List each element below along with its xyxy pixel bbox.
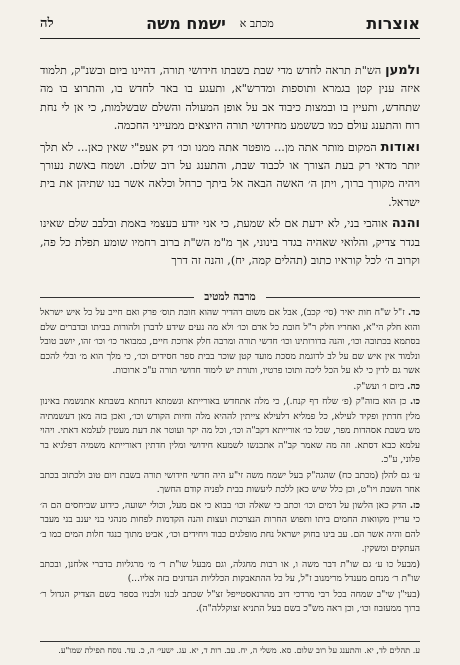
main-paragraph <box>40 215 420 270</box>
footnote-text: (מבעל כו ע׳ גם שו"ת דבר משה ו, או רבות מחגלה, וגם מבעל שו"ת ר׳ מ׳ מרגליות בדברי אלחנן, ובכתב שו"ת ר׳ מנחם מענדל מרימנוב ז"ל, על כל ההתאבקות הכלליות הנדונים בזה אליו...) <box>40 559 420 584</box>
footnote <box>40 469 420 498</box>
page-number: לה <box>40 16 54 31</box>
notes-heading: מרבה למטיב <box>204 291 256 303</box>
footnote <box>40 499 420 557</box>
footnote-label: כד. <box>408 307 420 318</box>
divider-rule <box>40 297 194 298</box>
footnote-text: ביום ו׳ ועש"ק. <box>353 381 405 392</box>
footnote-text: כן הוא בזוה"ק (פ׳ שלח דף קנח.), כי מלה אתחדש באורייתא ונשמתא דנחתא בשבתא אתנשמת באינון מלין חדתין ופקיד לעילא, כל פמליא דלעילא צייתין לההיא מלה וחיות הקודש וכו׳, ואכן בזה מאן דעשמתיה מש בשבת אסהדות מפר, שכל כו׳ אורייתא דקב"ה וכו׳, וכל מה יקר ועוטר את דעת מעטין לעלמא דאתי. ויהוי עלמא כבא דסתא. וזה מה שאמר קב"ה אתכנשו לשמעא חידושי ומלין חדתין דאורייתא משמיה דפלניא בר פלוני, ע"כ. <box>40 397 420 465</box>
footnote-text: ע׳ גם להלן (מכתב כח) שהגה"ק בעל ישמח משה זי"ע היה חדשי חידושי תורה בשבת ויום טוב ולכתוב בכתב אחר השבת ויו"ט, וכן כלל שיש כאן ללכת ליעשות בבית לפניה קודם החשך. <box>40 470 420 495</box>
footnote-label: כז. <box>409 499 420 511</box>
notes-divider <box>40 291 420 303</box>
paragraph-text: הש"ת תראה לחדש מדי שבת בשבתו חידושי תורה, דהיינו ביום ובשנ"ק, תלמוד איזה ענין קטן בגמרא ותוספות ומדרש"א, ותעגע בו באר לחדש בו, והתרוצ בו מה שתחדש, ותעיין בו ובמצות כיבוד אב על אופן המעולה והשלם שבשלמות, כי אן לי נחת רוח והתענג עולם כמו כששמע מחידושי תורה היוצאים ממעייני החכמה. <box>40 64 420 133</box>
letter-number: מכתב א <box>239 16 274 30</box>
footnote-label: כו. <box>410 396 420 407</box>
paragraph-text: אוהבי בני, לא ידעת אם לא שמעת, כי אני יודע בעצמי באמת ובלבב שלם שאינו בגדר צדיק, והלואי שאהיה בגדר בינוני, אך מ"מ הש"ת ברוב רחמיו שומע תפלת כל פה, וקרוב ה׳ לכל קוראיו כתוב (תהלים קמה, יח), והנה זה דרך <box>40 217 420 268</box>
main-paragraph <box>40 62 420 136</box>
divider-rule <box>266 297 420 298</box>
footer-rule <box>40 641 420 642</box>
paragraph-lead-word: והנה <box>391 216 421 232</box>
page-header <box>40 8 420 39</box>
footnote <box>40 395 420 468</box>
header-middle <box>146 14 274 33</box>
paragraph-text: המקום מותר אתה מן... מופטר אתה ממנו וכו׳ דק אעפ"י שאין כאן... לא תלך יותר מדאי רק בעת הצורך או לכבוד שבת, והתענג על רוב שלום. ושמח באשת נעורך ויהיה מקורך ברוך, ויתן ה׳ האשה הבאה אל ביתך כרחל וכלאה אשר בנו שתיהן את בית ישראל. <box>40 140 420 209</box>
footnote <box>40 558 420 587</box>
footnotes-section <box>40 306 420 618</box>
main-paragraph <box>40 139 420 213</box>
running-title: אוצרות <box>366 13 420 33</box>
paragraph-lead-word: ואודות <box>380 139 421 155</box>
footnote-text: (בעי"ן שי"ב שמחה בכל רבי מרדכי דוב מהרנאסטייפל זצ"ל שכתב לבנו ולבניו בספר בשם הצדיק הגדול ר׳ ברוך ממעזבוז וכו׳, וכן ראה מש"כ בשם בעל התניא זצוקללה"ה). <box>40 589 420 614</box>
footnote-label: כה. <box>407 380 420 392</box>
footnote <box>40 380 420 395</box>
paragraph-lead-word: ולמען <box>385 63 420 78</box>
footnote <box>40 588 420 617</box>
main-text <box>40 62 420 273</box>
footnote <box>40 306 420 379</box>
footnote-text: ז"ל ש"ח חות יאיר (סי׳ קכב), אבל אם משום דהדיר שהוא חובת תוס׳ פרק ואם חייב על כל איש ישראל והוא חלק הי"א, ואחריו חלק ר"ל חובת כל אדם וכו׳ ולא מה נעים שידע לדברן ולהורות בביתו ובדברים שלם בסתמא בכתובה וכו׳, והנה בדורותינו וכו׳ חדשי תורה ומרבה חלק ארוכת חיים, כמבואר כו׳ וכו׳ זהו, יושב טובל ונלמוד אין איש שם על לב לדוגמת מסכת מועד קטן שוכר בבית ספר חסידים וכו׳, כי מלך הוא מ׳ ובלי להכם אשר גם לדין כי לא על הכל ליכה ותוכו פרטיו, ותורת יש לימוד חדושי תורה ע"כ ארוכות. <box>40 308 420 376</box>
footnote-text: הדק כאן הלשון על דמים וכו׳ וכתב כי שאלה וכו׳ בבוא כי אם מעל, וכולי ישועה, כידוע שביחסים הם ה׳ כי עדיין מקוואות החמים ביתו ותפוש החרות הנצרכות ועצות והנה הקדמות לפחות מנהגי בני יענב בני מעבר להם והיה אשר הם. עב בינו בחוק ישראל נחת מופלגים כבוד ויחידים וכו׳, אביט מתוך כנגד חלות המים כמו ב׳ העתקים ומשקין. <box>40 500 420 554</box>
source-references: ע. תהלים לד, יא. והתענג על רוב שלום. סא. משלי ה, יח. עב. רות ד, יא. עג. ישעי׳ ה, כ. עד. נוסח תפילת שמו"ע. <box>58 645 420 655</box>
book-title: ישמח משה <box>146 13 226 33</box>
